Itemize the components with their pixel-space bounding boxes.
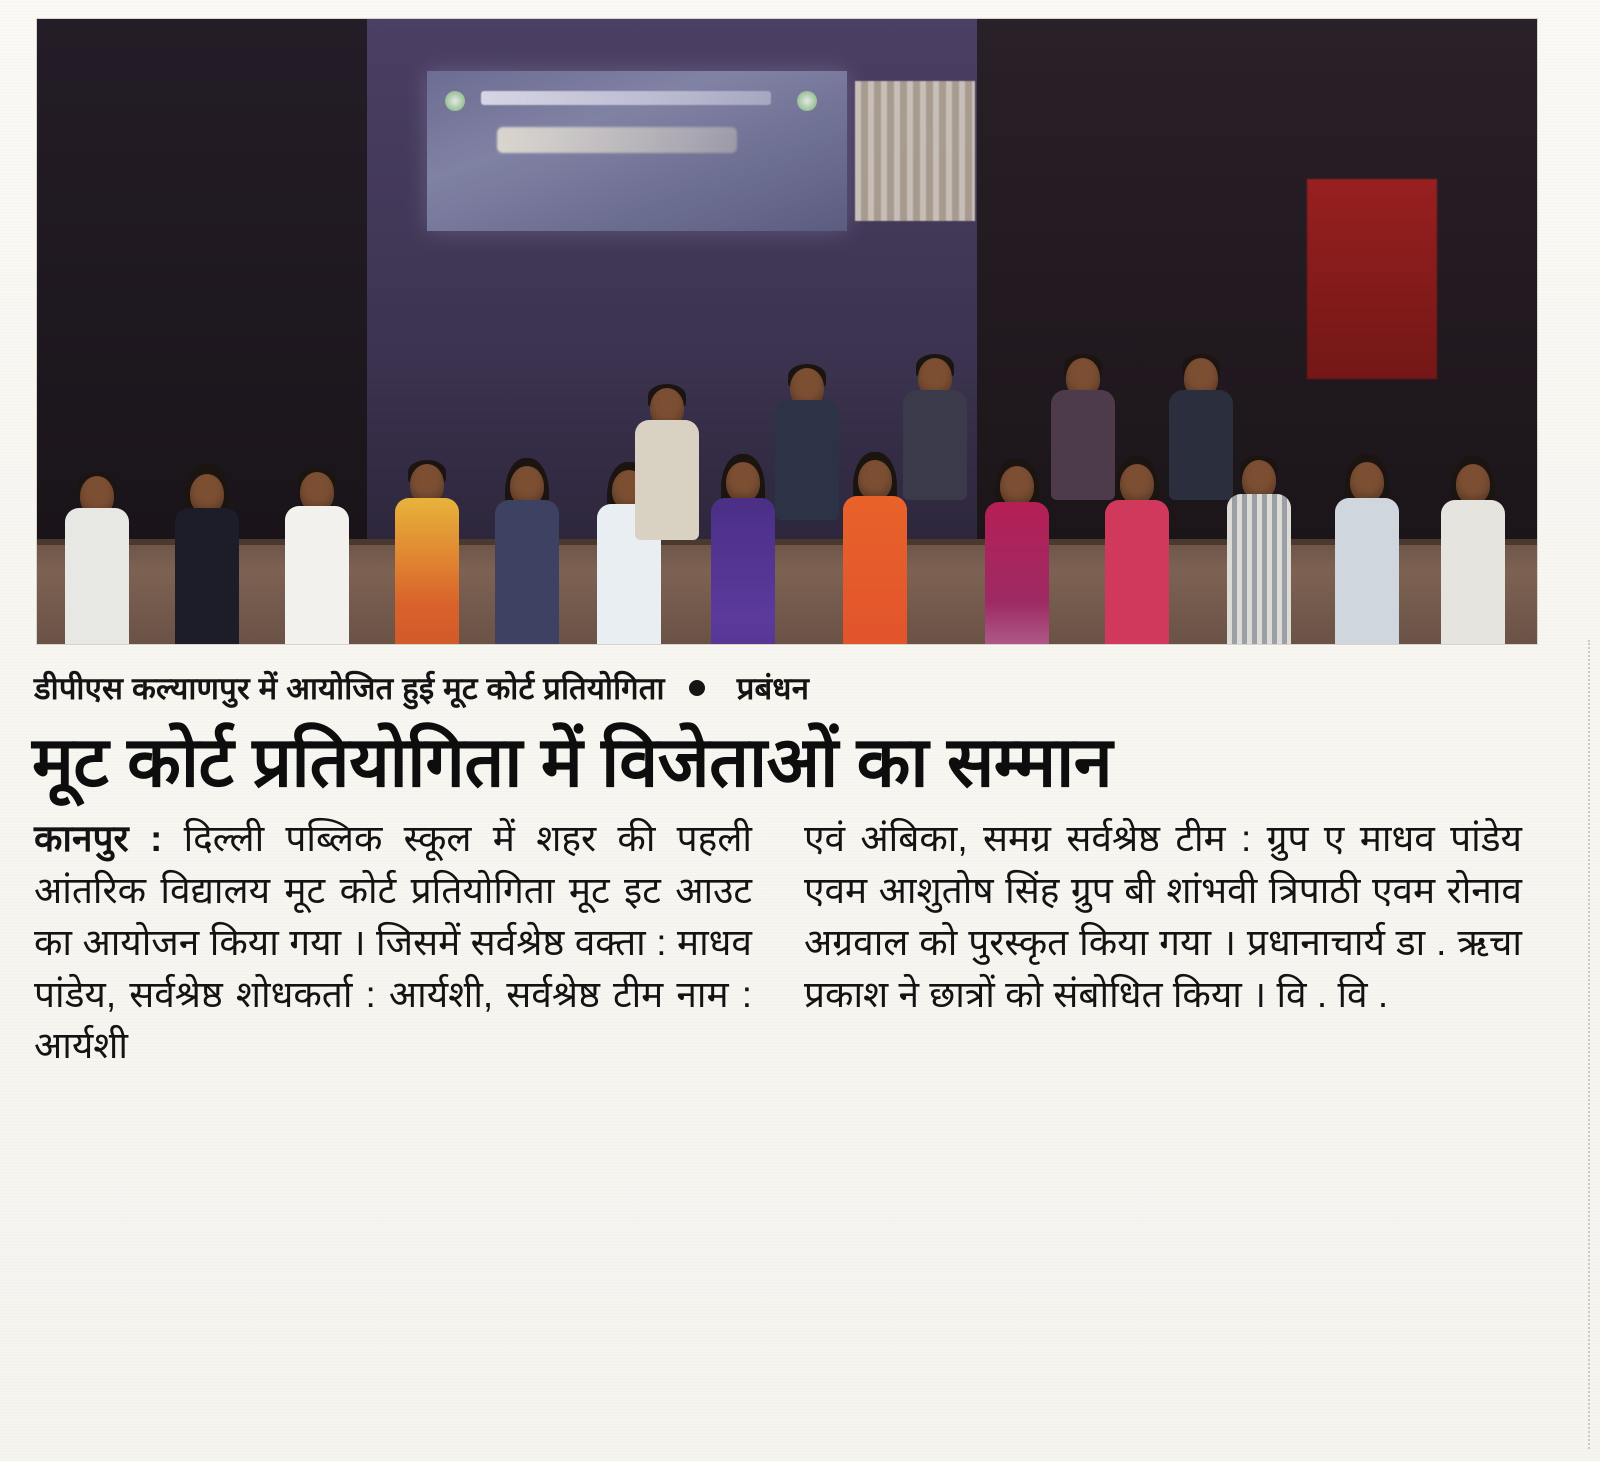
school-logo-left-icon: [445, 91, 465, 111]
stage-floor: [37, 539, 1537, 644]
bullet-icon: [689, 680, 705, 696]
photo-caption-text: डीपीएस कल्याणपुर में आयोजित हुई मूट कोर्ट प्रतियोगिता: [34, 671, 665, 706]
screen-subtitle-text: [497, 127, 737, 153]
projection-screen: [427, 71, 847, 231]
photo-caption: [34, 667, 1580, 709]
photo-caption-tag: प्रबंधन: [736, 671, 810, 706]
red-drape: [1307, 179, 1437, 379]
article-column-2-text: एवं अंबिका, समग्र सर्वश्रेष्ठ टीम : ग्रुप ए माधव पांडेय एवम आशुतोष सिंह ग्रुप बी शांभवी त्रिपाठी एवम रोनाव अग्रवाल को पुरस्कृत किया गया । प्रधानाचार्य डा . ऋचा प्रकाश ने छात्रों को संबोधित किया । वि . वि .: [804, 818, 1522, 1015]
dateline-city: कानपुर :: [34, 818, 163, 860]
article-column-1-text: दिल्ली पब्लिक स्कूल में शहर की पहली आंतरिक विद्यालय मूट कोर्ट प्रतियोगिता मूट इट आउट का आयोजन किया गया । जिसमें सर्वश्रेष्ठ वक्ता : माधव पांडेय, सर्वश्रेष्ठ शोधकर्ता : आर्यशी, सर्वश्रेष्ठ टीम नाम : आर्यशी: [34, 818, 752, 1067]
photo-scene: [37, 19, 1537, 644]
page-title: मूट कोर्ट प्रतियोगिता में विजेताओं का सम्मान: [32, 723, 1113, 801]
page-edge-rule: [1588, 640, 1590, 1449]
article-column-1: [34, 813, 752, 1072]
news-photo: [36, 18, 1538, 645]
screen-title-text: [481, 91, 771, 105]
school-logo-right-icon: [797, 91, 817, 111]
stage-edge: [37, 539, 1537, 545]
article-body: [34, 813, 1580, 1072]
article-column-2: [804, 813, 1522, 1072]
striped-curtain: [855, 81, 975, 221]
